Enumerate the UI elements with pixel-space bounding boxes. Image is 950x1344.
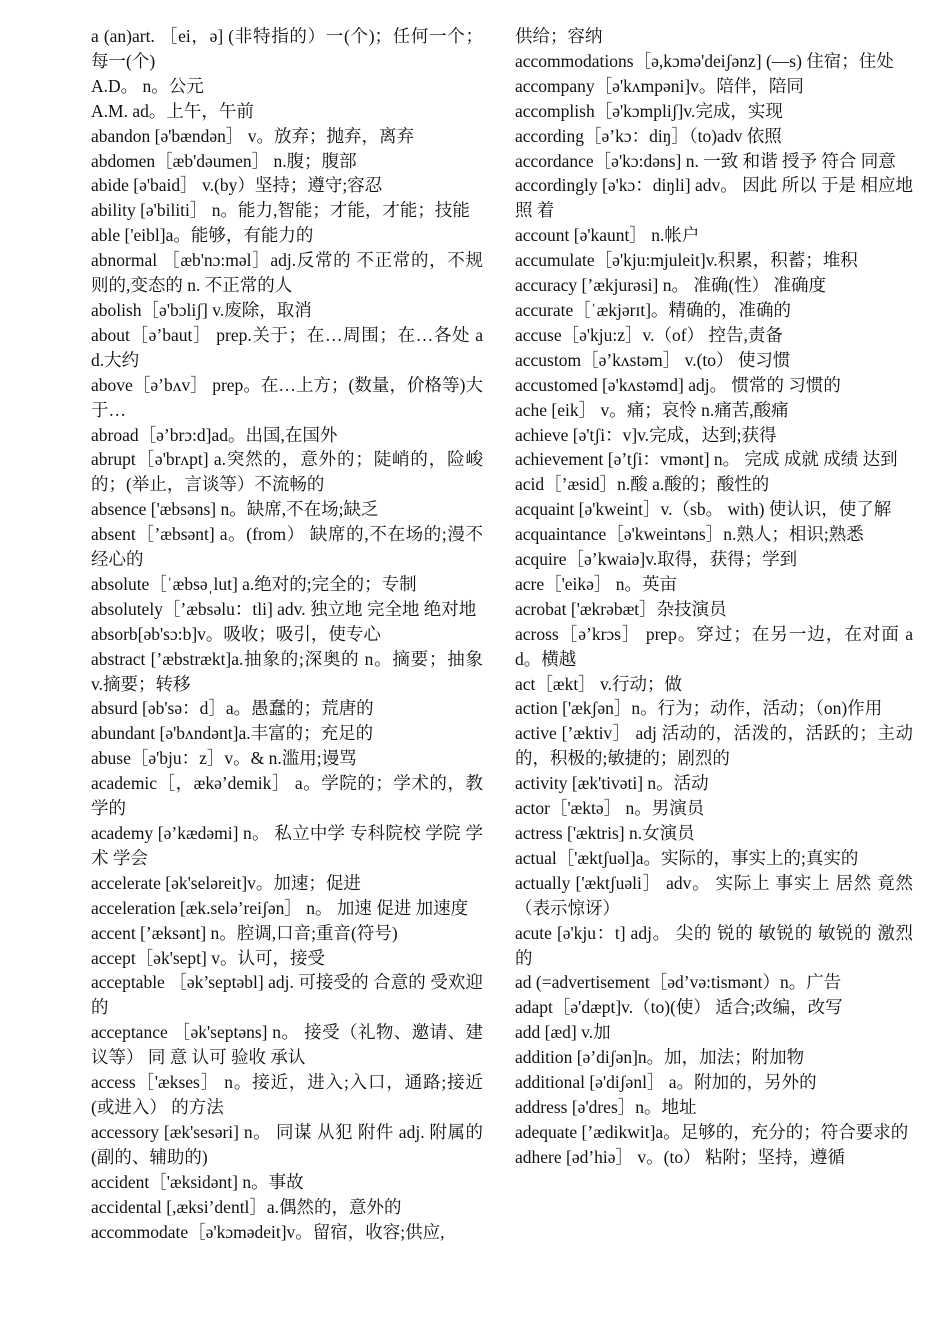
vocab-entry: a (an)art. ［ei，ə] (非特指的）一(个)；任何一个；每一(个) [91,26,483,71]
vocab-entry: academic［，ækə’demik］ a。学院的；学术的，教学的 [91,773,483,819]
vocab-entry: add [æd] v.加 [515,1022,611,1043]
vocab-entry: able ['eibl]a。能够，有能力的 [91,225,314,246]
vocab-entry: actress ['æktris] n.女演员 [515,823,695,843]
vocab-entry: access［'ækses］ n。接近，进入;入口，通路;接近(或进入） 的方法 [91,1072,483,1117]
vocab-entry: acrobat ['ækrəbæt］杂技演员 [515,598,727,619]
vocab-entry: address [ə'dres］n。地址 [515,1096,697,1117]
vocab-entry: accomplish［ə'kɔmpliʃ]v.完成，实现 [515,100,783,121]
vocab-entry: absolute［ˈæbsəˌlut] a.绝对的;完全的；专制 [91,573,417,594]
vocab-entry: actor［'æktə］ n。男演员 [515,798,705,819]
vocab-entry: abroad［ə’brɔ:d]ad。出国,在国外 [91,424,338,445]
vocab-entry: accuse［ə'kju:z］v.（of） 控告,责备 [515,324,783,345]
vocab-entry: accident［'æksidənt] n。事故 [91,1171,304,1192]
vocab-entry: accidental [,æksi’dentl］a.偶然的，意外的 [91,1196,402,1217]
vocab-entry: achieve [ə'tʃi：v]v.完成，达到;获得 [515,424,777,445]
vocab-entry: accuracy [’ækjurəsi] n。 准确(性） 准确度 [515,275,827,296]
vocab-entry: absence ['æbsəns] n。缺席,不在场;缺乏 [91,499,379,520]
vocab-entry: absurd [əb'sə：d］a。愚蠢的；荒唐的 [91,698,374,719]
vocab-entry: according［ə’kɔ：diŋ］（to)adv 依照 [515,125,782,146]
vocab-entry: abandon [ə'bændən］ v。放弃；抛弃，离弃 [91,125,414,146]
vocab-entry: abstract [’æbstrækt]a.抽象的;深奥的 n。摘要；抽象 v.摘要；转移 [91,648,483,694]
vocab-entry: absolutely［’æbsəlu：tli] adv. 独立地 完全地 绝对地 [91,598,477,619]
right-column [515,24,913,1344]
vocab-entry: abrupt［ə'brʌpt] a.突然的，意外的；陡峭的，险峻的；(举止，言谈等）不流畅的 [91,449,483,495]
vocab-entry: additional [ə'diʃənl］ a。附加的，另外的 [515,1072,817,1093]
vocab-entry: accommodations［ə,kɔmə'deiʃənz] (—s) 住宿；住处 [515,50,894,71]
vocab-entry: about［ə’baut］ prep.关于；在…周围；在…各处 ad.大约 [91,324,483,370]
vocab-entry: abide [ə'baid］ v.(by）坚持；遵守;容忍 [91,175,383,196]
vocab-entry: acquire［ə’kwaiə]v.取得，获得；学到 [515,549,798,570]
vocab-entry: abuse［ə'bju：z］v。& n.滥用;谩骂 [91,748,357,769]
vocab-entry: activity [æk'tivəti] n。活动 [515,773,709,794]
vocab-entry: above［ə’bʌv］ prep。在…上方；(数量，价格等)大于… [91,374,483,420]
vocab-entry: absorb[əb'sɔ:b]v。吸收；吸引，使专心 [91,623,381,644]
vocab-entry: adhere [əd’hiə］ v。(to） 粘附；坚持，遵循 [515,1146,845,1167]
vocab-entry: A.D。 n。公元 [91,75,204,96]
vocab-entry: A.M. ad。上午，午前 [91,100,254,121]
vocab-entry: actually ['æktʃuəli］ adv。 实际上 事实上 居然 竟然（表示惊讶） [515,872,913,918]
vocab-entry: accumulate［ə'kju:mjuleit]v.积累，积蓄；堆积 [515,250,858,271]
vocab-entry: acceptance ［ək'septəns] n。 接受（礼物、邀请、建议等） 同 意 认可 验收 承认 [91,1022,483,1068]
vocab-entry: ad (=advertisement［əd’və:tismənt）n。广告 [515,972,842,993]
vocab-entry: abdomen［æb'dəumen］ n.腹；腹部 [91,150,357,171]
vocab-entry: acre［'eikə］ n。英亩 [515,573,678,594]
vocab-entry: active [’æktiv］ adj 活动的，活泼的，活跃的；主动的，积极的;敏捷的；剧烈的 [515,723,913,769]
vocab-entry: adequate [’ædikwit]a。足够的，充分的；符合要求的 [515,1121,909,1142]
vocab-entry: abundant [ə'bʌndənt]a.丰富的；充足的 [91,723,374,744]
vocab-entry: adapt［ə'dæpt]v.（to)(使） 适合;改编，改写 [515,997,843,1018]
vocab-entry: ability [ə'biliti］ n。能力,智能；才能，才能；技能 [91,200,470,221]
vocab-entry: abolish［ə'bɔliʃ] v.废除，取消 [91,299,312,320]
vocab-entry: acquaintance［ə'kweintəns］n.熟人；相识;熟悉 [515,524,864,545]
vocab-entry: accustom［ə’kʌstəm］ v.(to） 使习惯 [515,349,791,370]
vocab-entry: academy [ə’kædəmi] n。 私立中学 专科院校 学院 学术 学会 [91,823,483,868]
vocab-entry: achievement [ə’tʃi：vmənt] n。 完成 成就 成绩 达到 [515,449,898,470]
vocab-entry: accordance［ə'kɔ:dəns] n. 一致 和谐 授予 符合 同意 [515,150,896,171]
left-column [91,24,483,1344]
vocab-entry: action ['ækʃən］n。行为；动作，活动；（on)作用 [515,698,883,719]
vocab-entry: acquaint [ə'kweint］v.（sb。 with) 使认识，使了解 [515,499,892,520]
vocab-entry: accessory [æk'sesəri] n。 同谋 从犯 附件 adj. 附属的(副的、辅助的) [91,1121,483,1167]
vocab-entry: acute [ə'kju：t] adj。 尖的 锐的 敏锐的 敏锐的 激烈的 [515,922,913,968]
vocab-entry: acid［’æsid］n.酸 a.酸的；酸性的 [515,474,770,495]
vocab-entry: accent [’æksənt] n。腔调,口音;重音(符号) [91,922,398,943]
vocab-entry: acceleration [æk.selə’reiʃən］ n。 加速 促进 加速度 [91,897,469,918]
vocab-entry: accept［ək'sept] v。认可，接受 [91,947,325,968]
vocab-entry: across［ə’krɔs］ prep。穿过；在另一边，在对面 ad。横越 [515,623,913,669]
vocab-entry: accelerate [ək'seləreit]v。加速；促进 [91,872,361,893]
vocab-entry: accordingly [ə'kɔ：diŋli] adv。 因此 所以 于是 相应地 照 着 [515,175,913,221]
vocab-entry: accommodate［ə'kɔmədeit]v。留宿，收容;供应, [91,1221,445,1242]
vocab-entry: accurate［ˈækjərɪt]。精确的，准确的 [515,299,792,320]
vocab-entry: acceptable ［ək’septəbl] adj. 可接受的 合意的 受欢迎的 [91,972,483,1018]
vocab-entry: act［ækt］ v.行动；做 [515,673,683,694]
vocab-entry: accustomed [ə'kʌstəmd] adj。 惯常的 习惯的 [515,374,841,395]
vocab-entry: addition [ə’diʃən]n。加，加法；附加物 [515,1047,805,1068]
vocab-entry: abnormal ［æb'nɔ:məl］adj.反常的 不正常的，不规则的,变态的 n. 不正常的人 [91,250,483,296]
vocab-entry: ache [eik］ v。痛；哀怜 n.痛苦,酸痛 [515,399,789,420]
vocab-entry: absent［’æbsənt] a。(from） 缺席的,不在场的;漫不经心的 [91,524,483,570]
vocab-entry: actual［'æktʃuəl]a。实际的，事实上的;真实的 [515,847,859,868]
vocab-entry: accompany［ə'kʌmpəni]v。陪伴，陪同 [515,75,804,96]
vocab-entry: account [ə'kaunt］ n.帐户 [515,225,700,246]
vocab-entry: 供给；容纳 [515,26,603,46]
